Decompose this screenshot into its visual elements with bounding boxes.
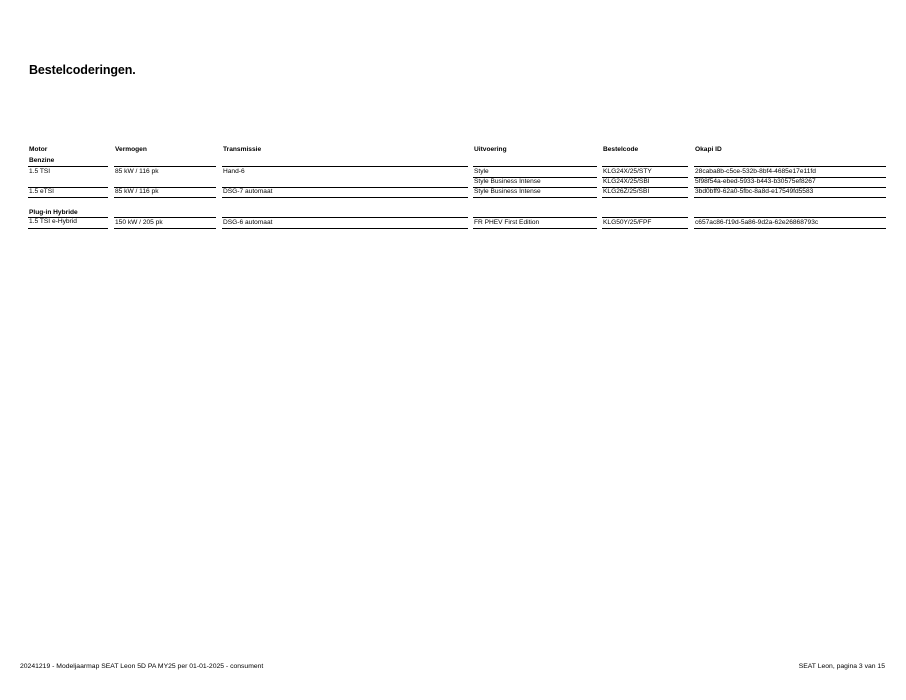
cell-okapi-id: 3bd0bff9-62a0-5fbc-8a8d-e17549fd5583 [695,188,814,195]
row-divider [602,197,688,198]
column-header-motor: Motor [29,146,48,153]
row-divider [222,228,468,229]
row-divider [602,166,688,167]
row-divider [114,197,216,198]
row-divider [222,197,468,198]
cell-motor: 1.5 eTSI [29,188,54,195]
group-label-plug-in-hybride: Plug-in Hybride [29,209,78,216]
page-title: Bestelcoderingen. [29,63,136,77]
cell-transmissie: DSG-7 automaat [223,188,273,195]
cell-vermogen: 150 kW / 205 pk [115,219,163,226]
column-header-bestelcode: Bestelcode [603,146,639,153]
row-divider [222,166,468,167]
cell-transmissie: DSG-6 automaat [223,219,273,226]
footer-page-number: SEAT Leon, pagina 3 van 15 [798,663,885,670]
column-header-uitvoering: Uitvoering [474,146,507,153]
row-divider [28,228,108,229]
cell-okapi-id: 5f98f54a-ebed-5933-b443-b30575ef8267 [695,178,816,185]
cell-uitvoering: Style [474,168,489,175]
row-divider [694,217,886,218]
row-divider [473,217,597,218]
cell-vermogen: 85 kW / 116 pk [115,168,159,175]
cell-bestelcode: KLG26Z/25/SBI [603,188,650,195]
cell-transmissie: Hand-6 [223,168,245,175]
row-divider [28,166,108,167]
cell-motor: 1.5 TSI [29,168,51,175]
cell-bestelcode: KLG24X/25/SBI [603,178,650,185]
row-divider [222,217,468,218]
cell-uitvoering: Style Business Intense [474,178,541,185]
group-label-benzine: Benzine [29,157,55,164]
footer-document-info: 20241219 - Modeljaarmap SEAT Leon 5D PA MY25 per 01-01-2025 - consument [20,663,264,670]
row-divider [473,166,597,167]
row-divider [602,217,688,218]
cell-motor: 1.5 TSI e-Hybrid [29,218,77,225]
row-divider [694,228,886,229]
row-divider [473,197,597,198]
row-divider [694,166,886,167]
row-divider [694,197,886,198]
row-divider [473,228,597,229]
cell-okapi-id: 28caba8b-c5ce-532b-8bf4-4685e17e11fd [695,168,816,175]
cell-uitvoering: Style Business Intense [474,188,541,195]
column-header-okapi-id: Okapi ID [695,146,722,153]
cell-bestelcode: KLG50Y/25/FPF [603,219,652,226]
row-divider [114,166,216,167]
cell-uitvoering: FR PHEV First Edition [474,219,540,226]
row-divider [114,217,216,218]
cell-bestelcode: KLG24X/25/STY [603,168,652,175]
cell-vermogen: 85 kW / 116 pk [115,188,159,195]
cell-okapi-id: c657ac86-f19d-5a86-9d2a-62e26868793c [695,219,819,226]
row-divider [114,228,216,229]
column-header-vermogen: Vermogen [115,146,147,153]
row-divider [602,228,688,229]
row-divider [28,197,108,198]
column-header-transmissie: Transmissie [223,146,262,153]
